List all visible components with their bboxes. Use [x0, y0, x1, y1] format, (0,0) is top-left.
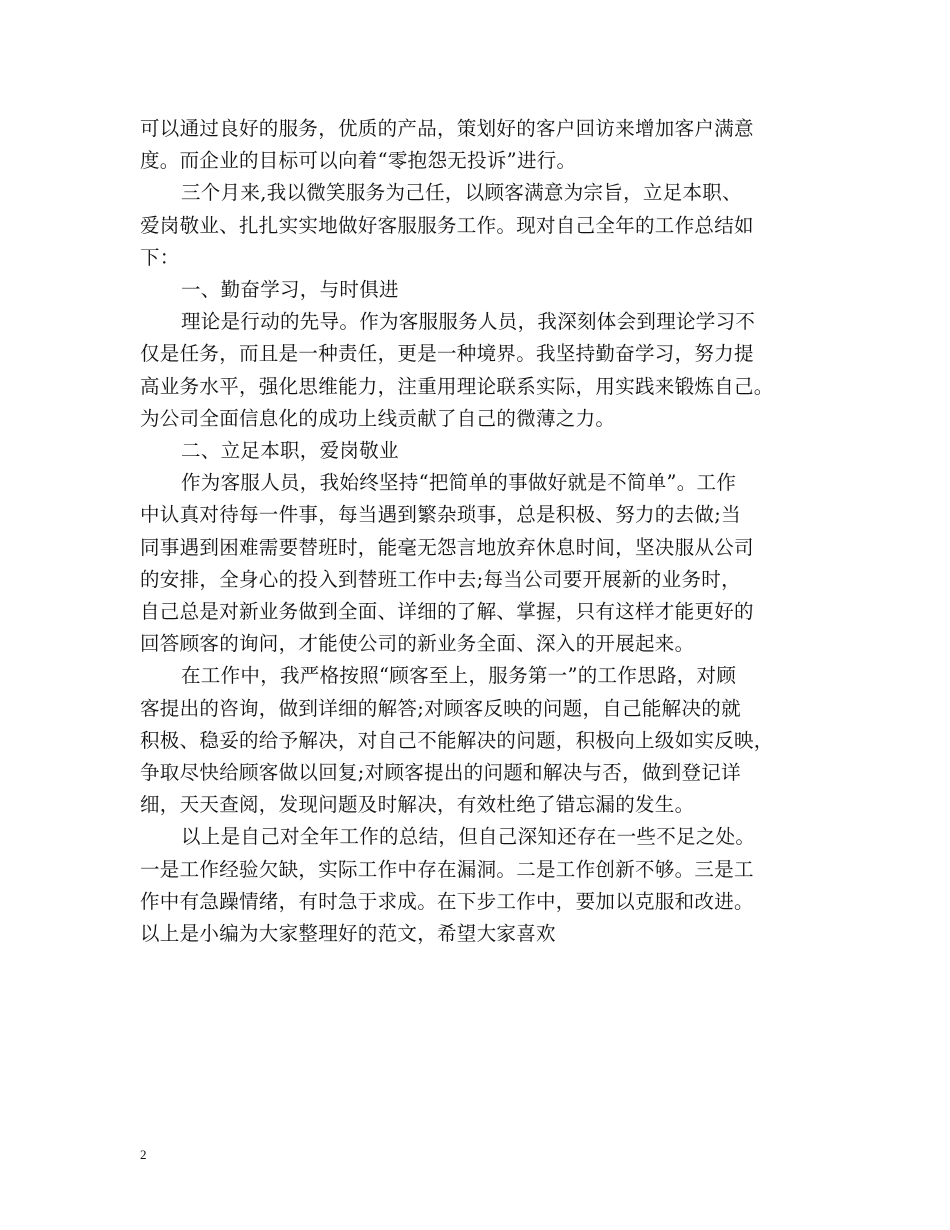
text-line-25: 作中有急躁情绪，有时急于求成。在下步工作中，要加以克服和改进。: [140, 889, 754, 913]
text-line-8: 仅是任务，而且是一种责任，更是一种境界。我坚持勤奋学习，努力提: [140, 342, 754, 366]
text-line-18: 在工作中，我严格按照“顾客至上，服务第一”的工作思路，对顾: [181, 664, 737, 688]
text-line-17: 回答顾客的询问，才能使公司的新业务全面、深入的开展起来。: [140, 632, 695, 656]
text-line-9: 高业务水平，强化思维能力，注重用理论联系实际，用实践来锻炼自己。: [140, 374, 774, 398]
text-line-14: 同事遇到困难需要替班时，能毫无怨言地放弃休息时间，坚决服从公司: [140, 535, 754, 559]
text-line-5: 下：: [140, 245, 180, 269]
text-line-3: 三个月来,我以微笑服务为己任，以顾客满意为宗旨，立足本职、: [181, 181, 742, 205]
text-line-26: 以上是小编为大家整理好的范文，希望大家喜欢: [140, 922, 556, 946]
text-line-4: 爱岗敬业、扎扎实实地做好客服服务工作。现对自己全年的工作总结如: [140, 213, 754, 237]
text-line-21: 争取尽快给顾客做以回复;对顾客提出的问题和解决与否，做到登记详: [140, 761, 741, 785]
text-line-22: 细，天天查阅，发现问题及时解决，有效杜绝了错忘漏的发生。: [140, 793, 695, 817]
text-line-7: 理论是行动的先导。作为客服服务人员，我深刻体会到理论学习不: [181, 310, 756, 334]
text-line-2: 度。而企业的目标可以向着“零抱怨无投诉”进行。: [140, 149, 577, 173]
page-number: 2: [140, 1147, 147, 1162]
text-line-12: 作为客服人员，我始终坚持“把简单的事做好就是不简单”。工作: [181, 471, 737, 495]
text-line-1: 可以通过良好的服务，优质的产品，策划好的客户回访来增加客户满意: [140, 117, 754, 140]
section-heading-1: 一、勤奋学习，与时俱进: [181, 278, 399, 302]
text-line-13: 中认真对待每一件事，每当遇到繁杂琐事，总是积极、努力的去做;当: [140, 503, 741, 527]
text-line-20: 积极、稳妥的给予解决，对自己不能解决的问题，积极向上级如实反映，: [140, 728, 774, 752]
text-line-16: 自己总是对新业务做到全面、详细的了解、掌握，只有这样才能更好的: [140, 600, 754, 624]
text-line-24: 一是工作经验欠缺，实际工作中存在漏洞。二是工作创新不够。三是工: [140, 857, 754, 881]
text-line-10: 为公司全面信息化的成功上线贡献了自己的微薄之力。: [140, 406, 616, 430]
text-line-15: 的安排，全身心的投入到替班工作中去;每当公司要开展新的业务时，: [140, 567, 741, 591]
section-heading-2: 二、立足本职，爱岗敬业: [181, 439, 399, 463]
text-line-19: 客提出的咨询，做到详细的解答;对顾客反映的问题，自己能解决的就: [140, 696, 741, 720]
document-body: [140, 113, 830, 950]
text-line-23: 以上是自己对全年工作的总结，但自己深知还存在一些不足之处。: [181, 825, 756, 849]
